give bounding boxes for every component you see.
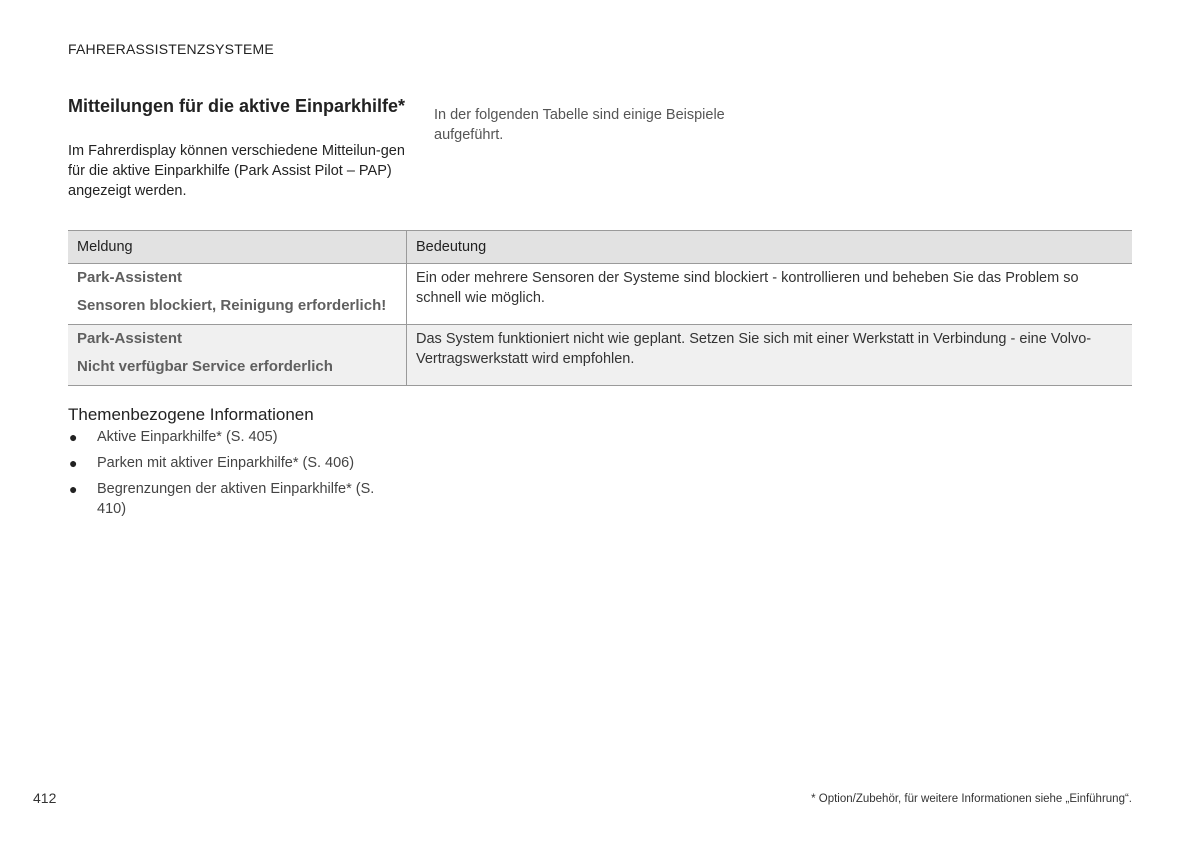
related-link-label: Aktive Einparkhilfe* (S. 405) (97, 429, 278, 445)
message-title: Park-Assistent (77, 330, 183, 347)
message-cell (68, 325, 407, 386)
related-link[interactable] (68, 427, 388, 447)
related-link[interactable] (68, 479, 388, 519)
related-link[interactable] (68, 453, 388, 473)
table-intro-text: In der folgenden Tabelle sind einige Beispiele aufgeführt. (434, 107, 725, 143)
related-info-list (68, 427, 388, 525)
table-header-row (68, 231, 1132, 264)
column-header-message: Meldung (68, 231, 407, 264)
bullet-icon: ● (69, 455, 78, 471)
message-title: Park-Assistent (77, 269, 183, 286)
message-text: Sensoren blockiert, Reinigung erforderlich! (77, 297, 387, 314)
page-number: 412 (33, 790, 57, 806)
column-header-meaning: Bedeutung (407, 231, 1133, 264)
related-link-label: Parken mit aktiver Einparkhilfe* (S. 406) (97, 455, 355, 471)
related-info-heading: Themenbezogene Informationen (68, 405, 314, 424)
footnote: * Option/Zubehör, für weitere Informationen siehe „Einführung“. (811, 793, 1132, 805)
table-row (68, 325, 1132, 386)
intro-paragraph: Im Fahrerdisplay können verschiedene Mitteilun-gen für die aktive Einparkhilfe (Park Assist Pilot – PAP) angezeigt werden. (68, 143, 405, 199)
message-text: Nicht verfügbar Service erforderlich (77, 358, 333, 375)
meaning-text: Ein oder mehrere Sensoren der Systeme sind blockiert - kontrollieren und beheben Sie das Problem so schnell wie möglich. (416, 270, 1079, 306)
page-title: Mitteilungen für die aktive Einparkhilfe* (68, 96, 406, 116)
section-header: FAHRERASSISTENZSYSTEME (68, 41, 274, 57)
meaning-text: Das System funktioniert nicht wie geplant. Setzen Sie sich mit einer Werkstatt in Verbindung - eine Volvo-Vertragswerkstatt wird empfohlen. (416, 331, 1092, 367)
message-cell (68, 264, 407, 325)
bullet-icon: ● (69, 429, 78, 445)
related-link-label: Begrenzungen der aktiven Einparkhilfe* (S. 410) (97, 481, 375, 517)
meaning-cell (407, 264, 1133, 325)
table-row (68, 264, 1132, 325)
messages-table (68, 230, 1132, 386)
meaning-cell (407, 325, 1133, 386)
bullet-icon: ● (69, 481, 78, 497)
